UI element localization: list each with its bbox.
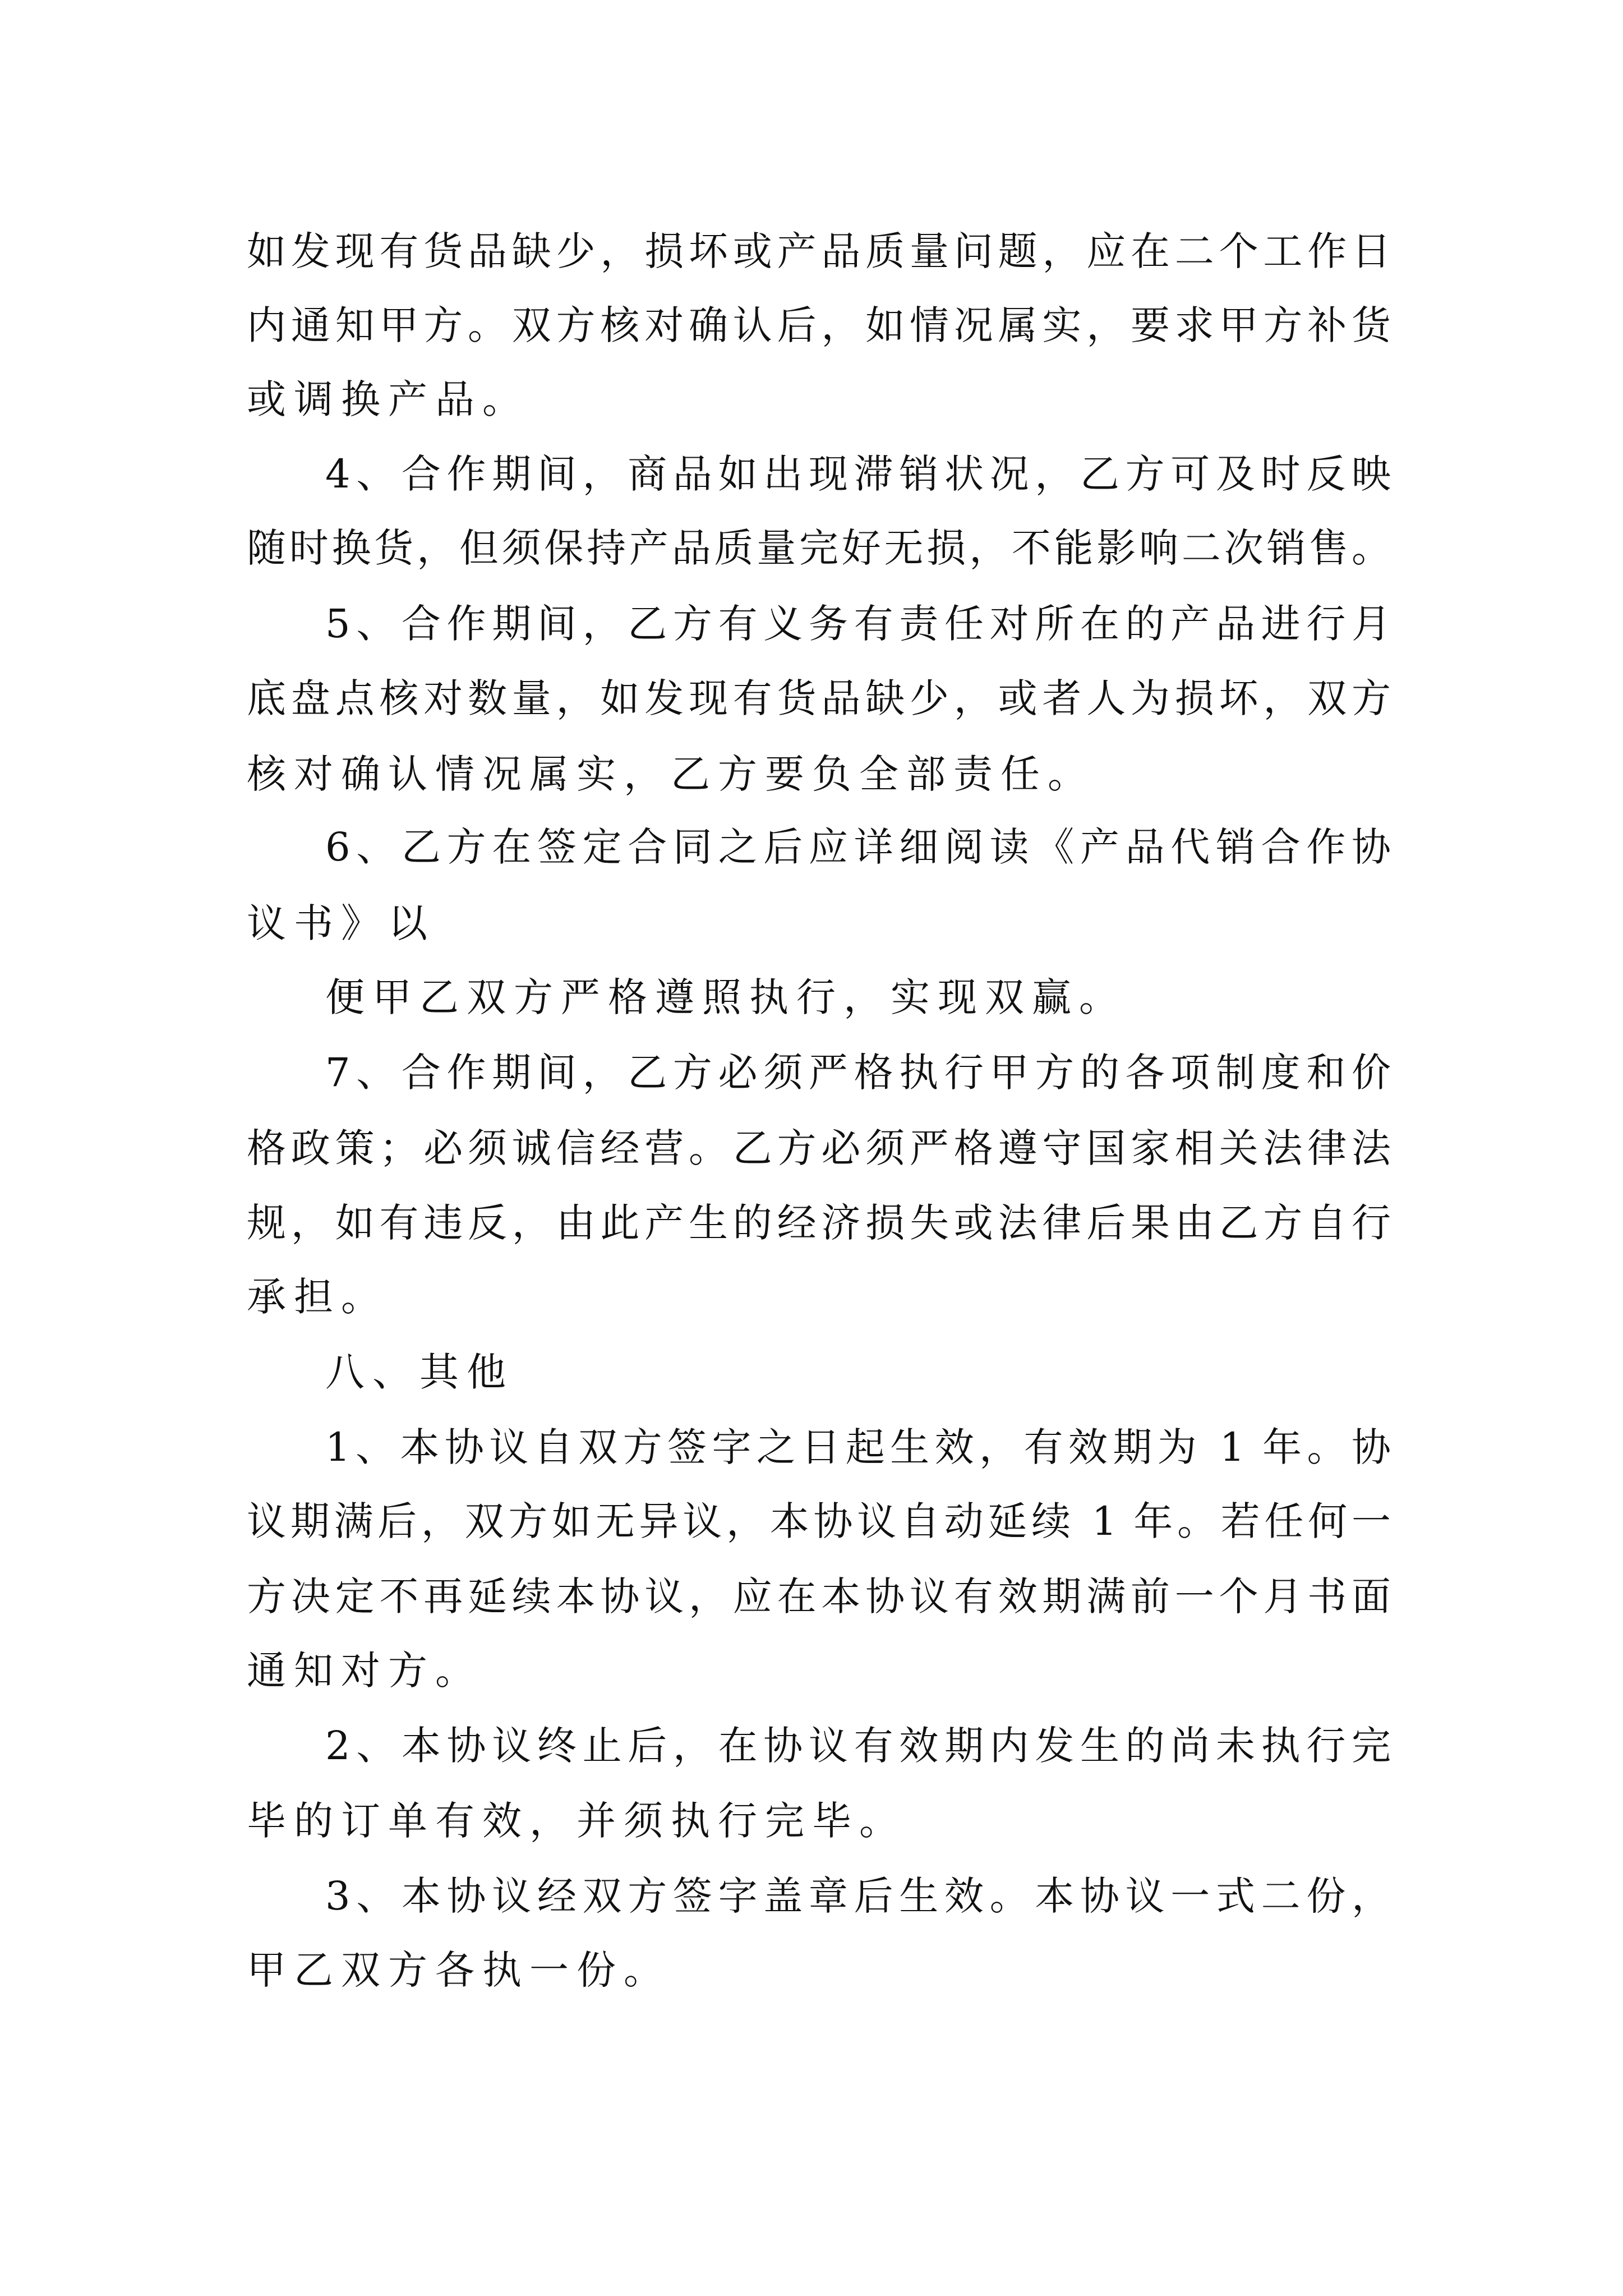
text-line: 甲乙双方各执一份。 xyxy=(247,1947,671,1993)
text-line: 2、本协议终止后，在协议有效期内发生的尚未执行完 xyxy=(325,1723,1391,1769)
text-line: 毕的订单有效，并须执行完毕。 xyxy=(247,1798,906,1844)
text-line: 核对确认情况属实，乙方要负全部责任。 xyxy=(247,751,1095,797)
text-line: 或调换产品。 xyxy=(247,376,529,422)
text-line: 内通知甲方。双方核对确认后，如情况属实，要求甲方补货 xyxy=(247,302,1391,348)
text-line: 议书》以 xyxy=(247,900,435,946)
text-line: 规，如有违反，由此产生的经济损失或法律后果由乙方自行 xyxy=(247,1200,1391,1246)
text-line: 随时换货，但须保持产品质量完好无损，不能影响二次销售。 xyxy=(247,525,1391,571)
section-heading: 八、其他 xyxy=(325,1349,514,1395)
text-line: 底盘点核对数量，如发现有货品缺少，或者人为损坏，双方 xyxy=(247,675,1391,721)
text-line: 4、合作期间，商品如出现滞销状况，乙方可及时反映 xyxy=(325,451,1391,497)
text-line: 通知对方。 xyxy=(247,1648,482,1694)
text-line: 3、本协议经双方签字盖章后生效。本协议一式二份， xyxy=(325,1873,1391,1919)
text-line: 6、乙方在签定合同之后应详细阅读《产品代销合作协 xyxy=(325,824,1391,870)
text-line: 5、合作期间，乙方有义务有责任对所在的产品进行月 xyxy=(325,601,1391,647)
text-line: 方决定不再延续本协议，应在本协议有效期满前一个月书面 xyxy=(247,1573,1391,1619)
text-line: 承担。 xyxy=(247,1274,388,1320)
text-line: 1、本协议自双方签字之日起生效，有效期为 1 年。协 xyxy=(325,1424,1391,1470)
text-line: 便甲乙双方严格遵照执行，实现双赢。 xyxy=(325,974,1126,1020)
text-line: 议期满后，双方如无异议，本协议自动延续 1 年。若任何一 xyxy=(247,1498,1391,1544)
text-line: 格政策；必须诚信经营。乙方必须严格遵守国家相关法律法 xyxy=(247,1125,1391,1171)
text-line: 如发现有货品缺少，损坏或产品质量问题，应在二个工作日 xyxy=(247,228,1391,274)
text-line: 7、合作期间，乙方必须严格执行甲方的各项制度和价 xyxy=(325,1050,1391,1096)
